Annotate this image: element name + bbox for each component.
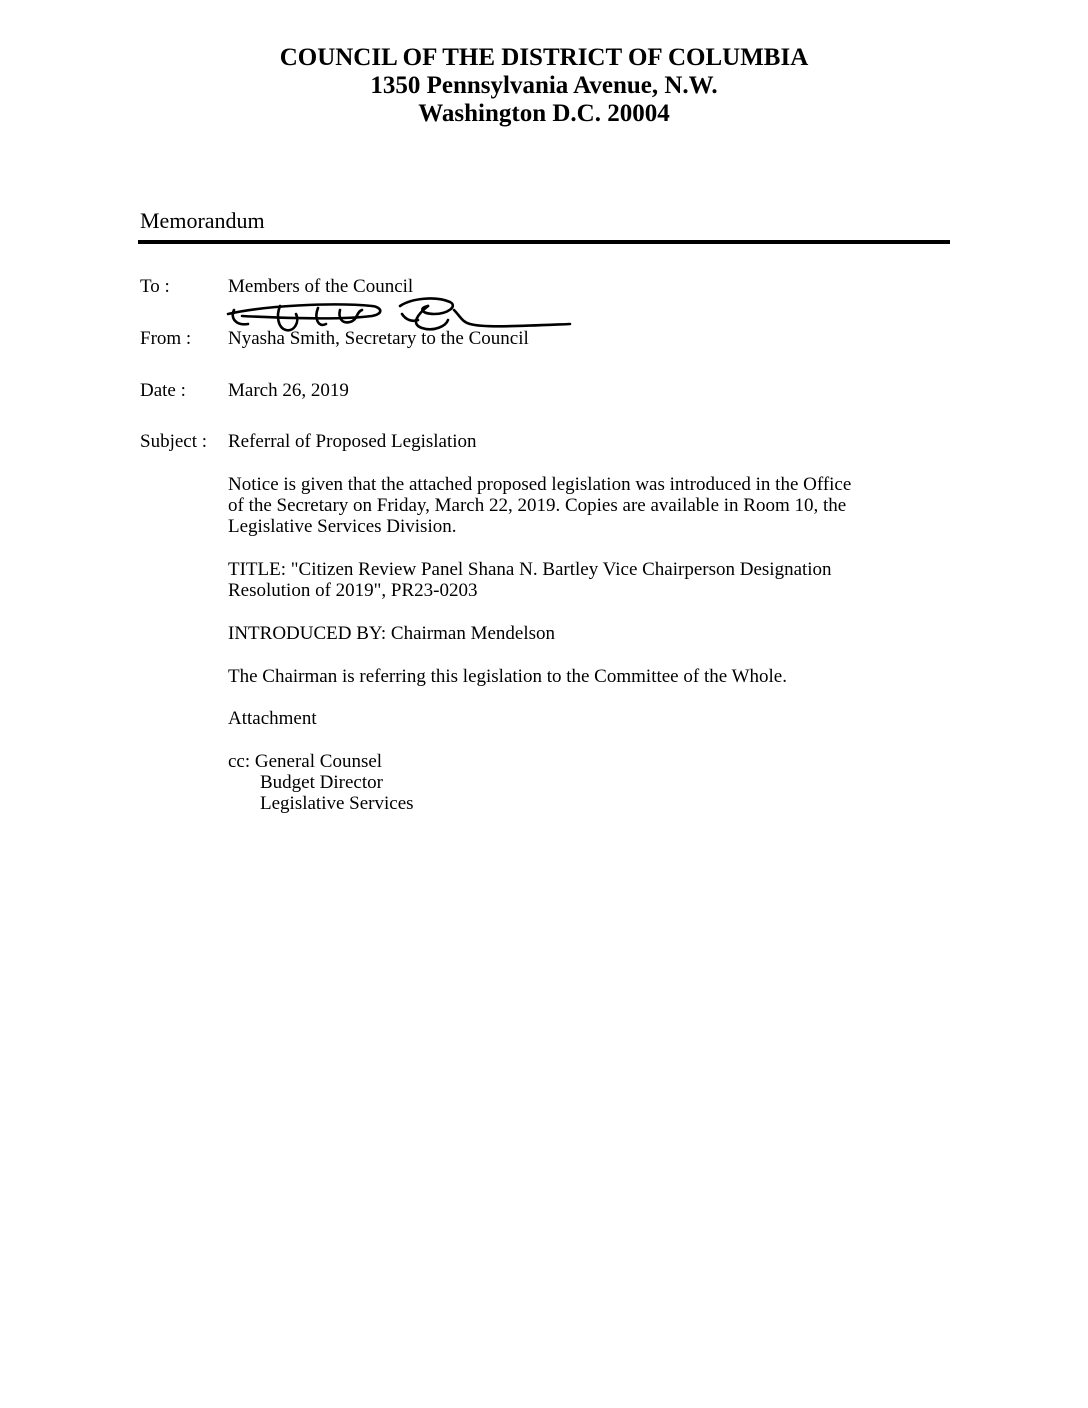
cc-item: Budget Director <box>260 772 383 793</box>
date-value: March 26, 2019 <box>228 380 349 401</box>
notice-line: Legislative Services Division. <box>228 516 457 537</box>
letterhead <box>0 44 1088 128</box>
attachment-note: Attachment <box>228 708 317 729</box>
title-paragraph <box>228 559 832 601</box>
title-line: TITLE: "Citizen Review Panel Shana N. Bartley Vice Chairperson Designation <box>228 559 832 580</box>
notice-paragraph <box>228 474 851 537</box>
notice-line: Notice is given that the attached proposed legislation was introduced in the Office <box>228 474 852 495</box>
memo-heading: Memorandum <box>140 208 265 233</box>
from-value: Nyasha Smith, Secretary to the Council <box>228 328 529 349</box>
subject-value: Referral of Proposed Legislation <box>228 431 477 452</box>
to-value: Members of the Council <box>228 276 414 297</box>
notice-line: of the Secretary on Friday, March 22, 2019. Copies are available in Room 10, the <box>228 495 847 516</box>
cc-item: cc: General Counsel <box>228 751 383 772</box>
letterhead-organization: COUNCIL OF THE DISTRICT OF COLUMBIA <box>279 44 809 71</box>
cc-list <box>228 751 414 814</box>
subject-label: Subject : <box>140 431 208 452</box>
date-label: Date : <box>140 380 186 401</box>
letterhead-street: 1350 Pennsylvania Avenue, N.W. <box>370 72 718 99</box>
introduced-by: INTRODUCED BY: Chairman Mendelson <box>228 623 556 644</box>
heading-divider <box>138 240 950 244</box>
to-label: To : <box>140 276 170 297</box>
letterhead-city: Washington D.C. 20004 <box>418 100 670 127</box>
title-line: Resolution of 2019", PR23-0203 <box>228 580 478 601</box>
referral-statement: The Chairman is referring this legislation to the Committee of the Whole. <box>228 666 787 687</box>
from-label: From : <box>140 328 192 349</box>
cc-item: Legislative Services <box>260 793 414 814</box>
